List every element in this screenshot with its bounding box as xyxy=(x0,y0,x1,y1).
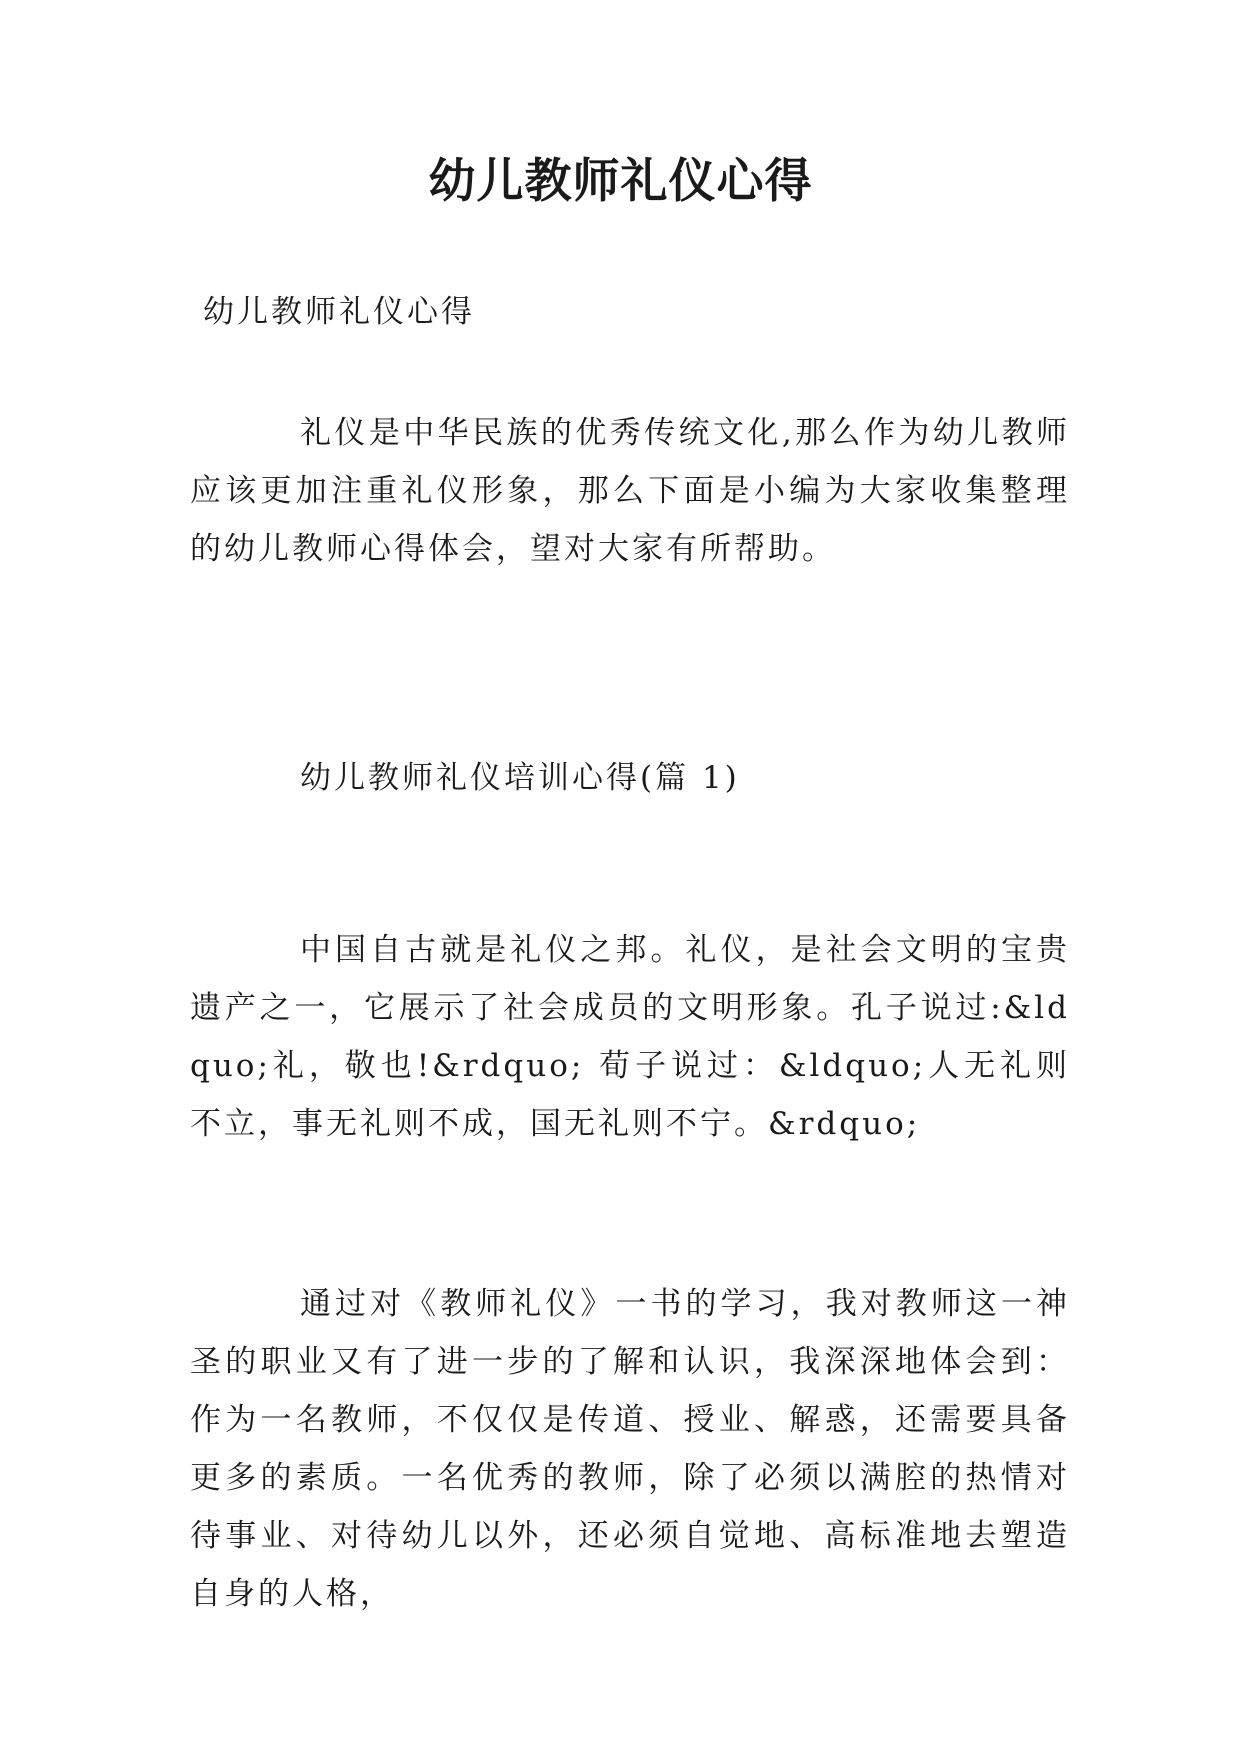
body-paragraph: 中国自古就是礼仪之邦。礼仪，是社会文明的宝贵遗产之一，它展示了社会成员的文明形象。孔子说过:&ldquo;礼，敬也!&rdquo; 荀子说过：&ldquo;人无礼则不立，事无礼则不成，国无礼则不宁。&rdquo; xyxy=(190,932,1070,1142)
document-subtitle: 幼儿教师礼仪心得 xyxy=(203,294,475,330)
document-title: 幼儿教师礼仪心得 xyxy=(428,154,813,209)
body-paragraph: 通过对《教师礼仪》一书的学习，我对教师这一神圣的职业又有了进一步的了解和认识，我深深地体会到：作为一名教师，不仅仅是传道、授业、解惑，还需要具备更多的素质。一名优秀的教师，除了必须以满腔的热情对待事业、对待幼儿以外，还必须自觉地、高标准地去塑造自身的人格， xyxy=(190,1286,1070,1612)
section-heading: 幼儿教师礼仪培训心得(篇 1) xyxy=(300,760,740,796)
intro-paragraph: 礼仪是中华民族的优秀传统文化,那么作为幼儿教师应该更加注重礼仪形象，那么下面是小编为大家收集整理的幼儿教师心得体会，望对大家有所帮助。 xyxy=(190,415,1070,567)
